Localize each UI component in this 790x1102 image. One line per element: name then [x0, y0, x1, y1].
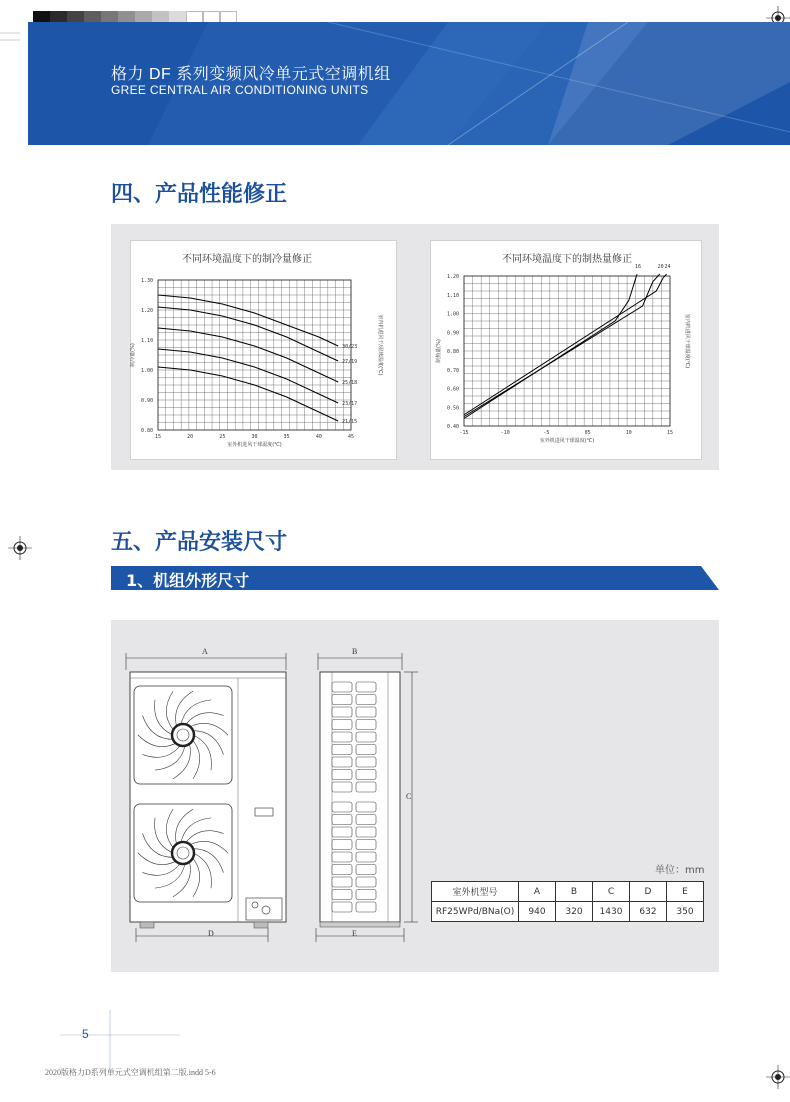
y-tick-label: 1.20 — [446, 274, 459, 280]
dimension-table — [431, 881, 704, 922]
unit-front-view-drawing — [118, 640, 298, 945]
x-tick-label: 40 — [315, 434, 322, 440]
table-header-cell: B — [556, 882, 593, 902]
header-title-cn: 格力 DF 系列变频风冷单元式空调机组 — [111, 66, 391, 83]
footer-crop-marks — [60, 1010, 180, 1070]
header-title-en: GREE CENTRAL AIR CONDITIONING UNITS — [111, 83, 369, 97]
x-axis-label: 室外机进风干球温度(℃) — [227, 442, 282, 448]
y-tick-label: 0.90 — [140, 398, 153, 404]
x-tick-label: -15 — [459, 430, 469, 436]
chart-grid — [158, 280, 351, 430]
table-cell: 320 — [556, 902, 593, 922]
dim-label-d: D — [208, 929, 214, 938]
x-tick-label: -5 — [543, 430, 550, 436]
y-tick-label: 1.00 — [446, 311, 459, 318]
unit-label: 单位：mm — [655, 865, 705, 876]
dim-label-a: A — [202, 647, 208, 656]
x-tick-label: 25 — [219, 434, 226, 440]
cooling-chart-title: 不同环境温度下的制冷量修正 — [182, 254, 312, 265]
series-line — [464, 274, 667, 415]
table-cell: RF25WPd/BNa(O) — [432, 902, 519, 922]
table-header-cell: C — [593, 882, 630, 902]
x-tick-label: 15 — [154, 434, 162, 440]
dim-label-c: C — [406, 792, 412, 801]
y-tick-label: 1.00 — [140, 368, 153, 374]
series-label: 25/18 — [342, 380, 358, 386]
y-tick-label: 0.90 — [446, 330, 459, 337]
table-header-cell: 室外机型号 — [432, 882, 519, 902]
x-axis-label: 室外机进风干球温度(℃) — [539, 438, 595, 444]
x-tick-label: 45 — [347, 434, 355, 440]
right-axis-label: 室内机进风干/湿球温度(℃) — [377, 314, 383, 376]
series-label: 23/17 — [342, 401, 358, 407]
y-tick-label: 0.60 — [446, 386, 459, 393]
y-tick-label: 0.80 — [140, 428, 153, 434]
series-label: 24 — [664, 264, 671, 270]
dim-label-b: B — [352, 647, 358, 656]
table-cell: 632 — [630, 902, 667, 922]
y-tick-label: 0.40 — [446, 424, 459, 430]
section4-title: 四、产品性能修正 — [111, 182, 288, 207]
x-tick-label: 15 — [666, 430, 674, 436]
table-cell: 350 — [667, 902, 704, 922]
y-tick-label: 1.10 — [446, 292, 459, 299]
x-tick-label: 35 — [283, 434, 290, 440]
subsection-title: 1、机组外形尺寸 — [126, 571, 250, 590]
x-tick-label: 05 — [584, 430, 591, 436]
series-label: 27/19 — [342, 359, 358, 365]
table-cell: 940 — [519, 902, 556, 922]
y-tick-label: 0.80 — [446, 349, 459, 355]
fan-grille — [134, 686, 232, 784]
x-tick-label: 10 — [625, 430, 632, 436]
x-tick-label: 20 — [187, 434, 194, 440]
x-tick-label: -10 — [500, 430, 510, 436]
registration-mark-bottom-right — [766, 1065, 790, 1089]
table-row — [432, 902, 704, 922]
x-tick-label: 30 — [251, 434, 258, 440]
series-label: 30/23 — [342, 344, 358, 350]
series-label: 21/15 — [342, 419, 358, 425]
y-tick-label: 1.20 — [140, 308, 153, 314]
series-line — [158, 349, 338, 403]
page-number: 5 — [82, 1027, 89, 1041]
table-cell: 1430 — [593, 902, 630, 922]
y-tick-label: 0.70 — [446, 367, 459, 374]
section5-title: 五、产品安装尺寸 — [111, 530, 288, 555]
y-axis-label: 制热量(%) — [436, 339, 442, 363]
fan-grille — [134, 804, 232, 902]
heating-chart — [430, 262, 700, 458]
series-line — [464, 274, 637, 418]
cooling-chart — [130, 262, 395, 458]
registration-mark-left — [8, 536, 32, 560]
y-tick-label: 1.10 — [140, 338, 153, 344]
right-axis-label: 室内机进风干球温度(℃) — [684, 313, 690, 369]
series-line — [158, 367, 338, 421]
y-axis-label: 制冷量(%) — [130, 343, 136, 367]
table-header-cell: D — [630, 882, 667, 902]
table-header-row — [432, 882, 704, 902]
series-label: 16 — [635, 264, 642, 270]
table-header-cell: A — [519, 882, 556, 902]
dim-label-e: E — [352, 929, 357, 938]
table-header-cell: E — [667, 882, 704, 902]
y-tick-label: 1.30 — [140, 278, 153, 284]
footer-file-info: 2020版格力D系列单元式空调机组第二版.indd 5-6 — [45, 1068, 216, 1077]
y-tick-label: 0.50 — [446, 405, 459, 412]
series-label: 20 — [657, 264, 664, 270]
chart-grid — [464, 276, 670, 426]
heating-chart-title: 不同环境温度下的制热量修正 — [502, 254, 632, 265]
